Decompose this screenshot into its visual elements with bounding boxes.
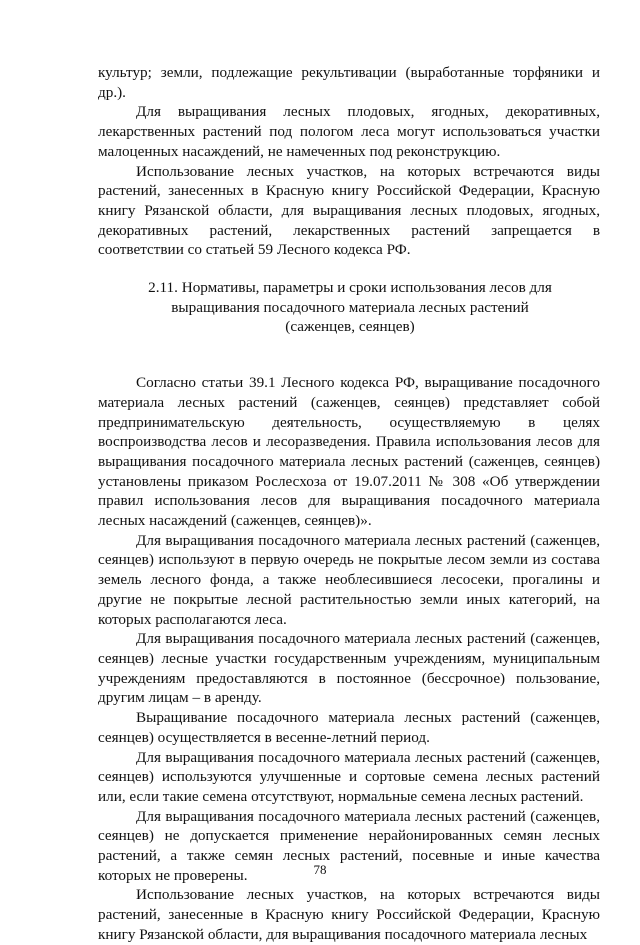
paragraph-continuation: культур; земли, подлежащие рекультивации (выработанные торфяники и др.). [98, 64, 600, 101]
paragraph-article-39-1: Согласно статьи 39.1 Лесного кодекса РФ, выращивание посадочного материала лесных растений (саженцев, сеянцев) представляет собой предпринимательскую деятельность, осуществляемую в целях воспроизводства лесов и лесоразведения. Правила использования лесов для выращивания посадочного материала лесных растений (саженцев, сеянцев) установлены приказом Рослесхоза от 19.07.2011 № 308 «Об утверждении правил использования лесов для выращивания посадочного материала лесных насаждений (саженцев, сеянцев)». [98, 374, 600, 530]
paragraph-land-provision: Для выращивания посадочного материала лесных растений (саженцев, сеянцев) лесные участки государственным учреждениям, муниципальным учреждениям предоставляются в постоянное (бессрочное) пользование, другим лицам – в аренду. [98, 630, 600, 707]
paragraph-seeds-quality: Для выращивания посадочного материала лесных растений (саженцев, сеянцев) используются улучшенные и сортовые семена лесных растений или, если такие семена отсутствуют, нормальные семена лесных растений. [98, 748, 600, 805]
paragraph-seeds-restriction: Для выращивания посадочного материала лесных растений (саженцев, сеянцев) не допускается применение нерайонированных семян лесных растений, а также семян лесных растений, посевные и иные качества которых не проверены. [98, 807, 600, 884]
paragraph-land-usage: Для выращивания посадочного материала лесных растений (саженцев, сеянцев) используют в первую очередь не покрытые лесом земли из состава земель лесного фонда, а также необлесившиеся лесосеки, прогалины и другие не покрытые лесной растительностью земли иных категорий, на которых располагаются леса. [98, 531, 600, 628]
section-heading: 2.11. Нормативы, параметры и сроки использования лесов для выращивания посадочного материала лесных растений (саженцев, сеянцев) [148, 279, 552, 336]
page-number: 78 [313, 862, 327, 877]
paragraph-season: Выращивание посадочного материала лесных растений (саженцев, сеянцев) осуществляется в весенне-летний период. [98, 709, 600, 746]
paragraph-fruit-berry-cultivation: Для выращивания лесных плодовых, ягодных, декоративных, лекарственных растений под пологом леса могут использоваться участки малоценных насаждений, не намеченных под реконструкцию. [98, 103, 600, 160]
paragraph-red-book-seedlings: Использование лесных участков, на которых встречаются виды растений, занесенные в Красную книгу Российской Федерации, Красную книгу Рязанской области, для выращивания посадочного материала лесных [98, 886, 600, 943]
paragraph-red-book-restriction: Использование лесных участков, на которых встречаются виды растений, занесенных в Красную книгу Российской Федерации, Красную книгу Рязанской области, для выращивания лесных плодовых, ягодных, декоративных растений, лекарственных растений запрещается в соответствии со статьей 59 Лесного кодекса РФ. [98, 162, 600, 259]
document-page [98, 63, 600, 945]
